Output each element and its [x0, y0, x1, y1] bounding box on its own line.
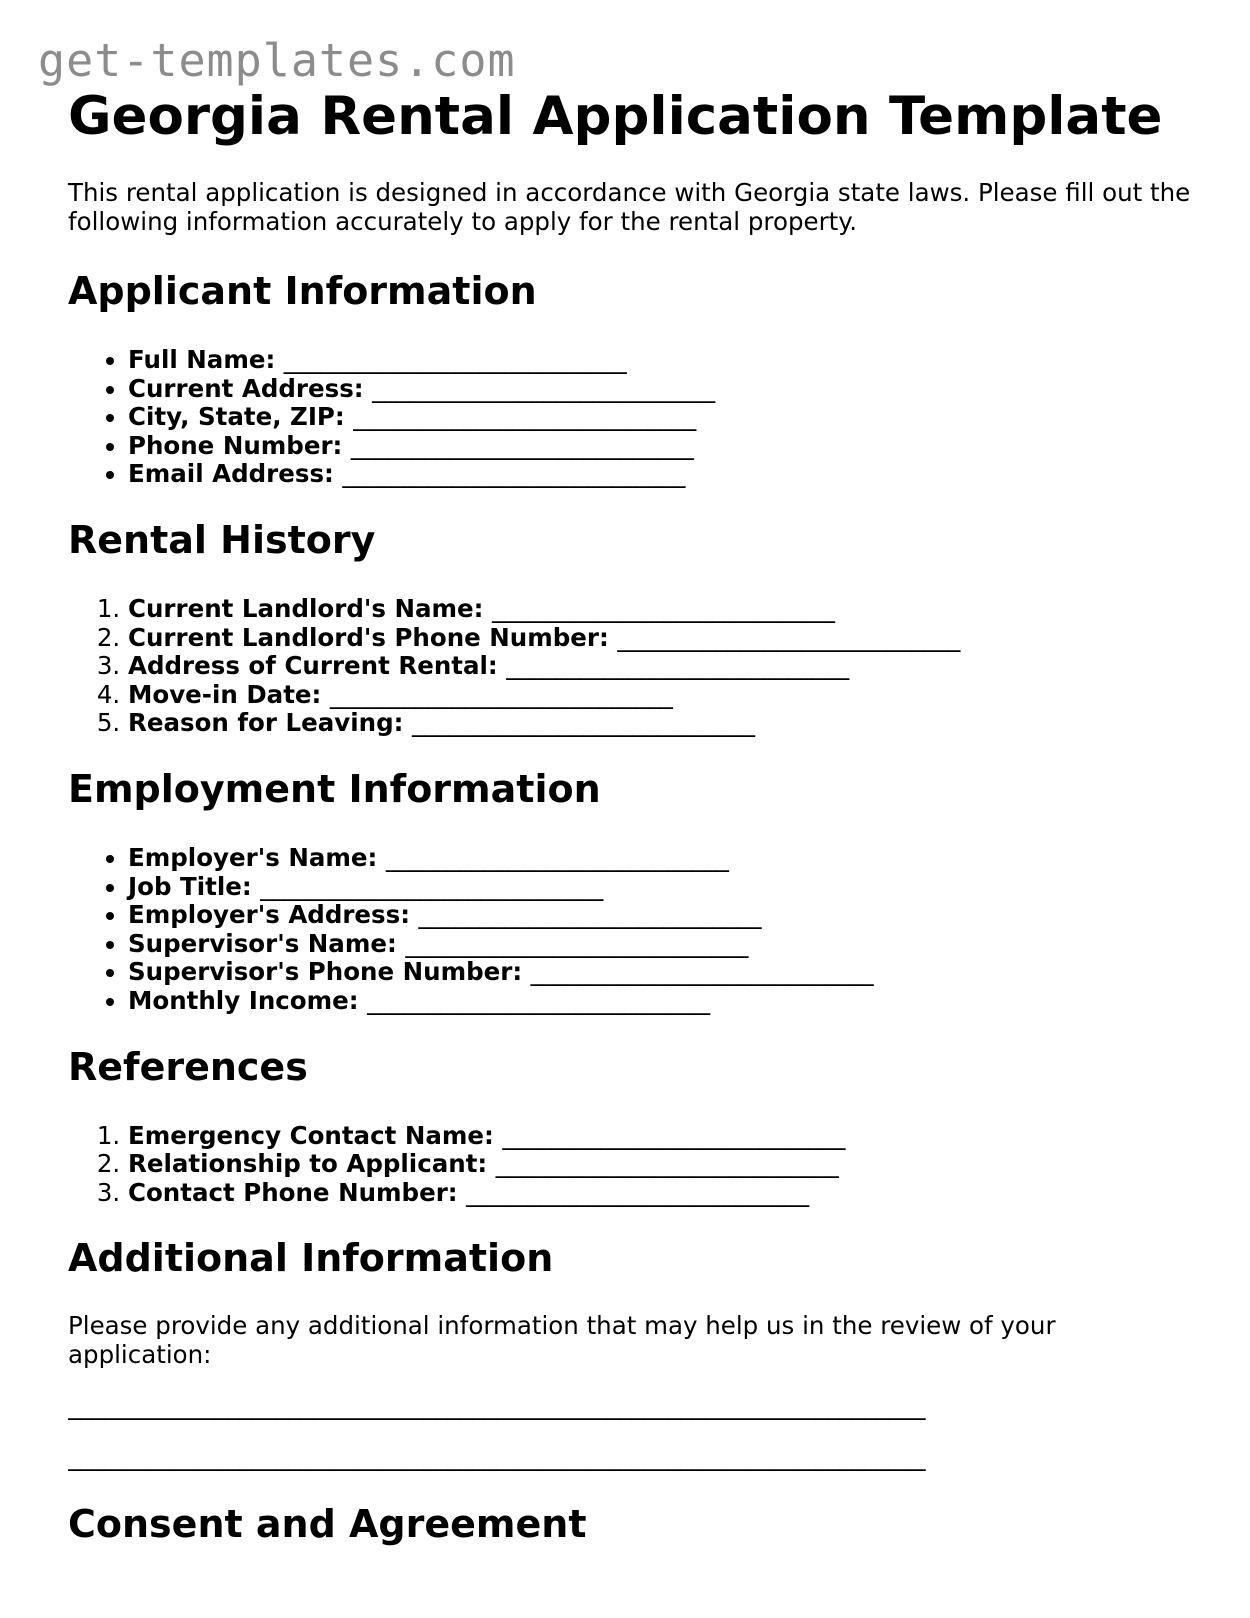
field-blank[interactable]: ____________________________ — [372, 373, 716, 403]
field-label: Employer's Name: — [128, 842, 378, 872]
field-label: Emergency Contact Name: — [128, 1120, 494, 1150]
section-heading-employment: Employment Information — [68, 766, 601, 811]
references-list — [68, 1122, 1198, 1208]
field-monthly-income — [128, 987, 1198, 1016]
field-contact-phone — [128, 1179, 1198, 1208]
additional-info-paragraph: Please provide any additional information that may help us in the review of your application: — [68, 1311, 1056, 1370]
section-heading-applicant: Applicant Information — [68, 269, 537, 313]
field-label: City, State, ZIP: — [128, 402, 345, 432]
field-blank[interactable]: ____________________________ — [492, 593, 835, 623]
applicant-list — [68, 346, 1198, 489]
watermark: get-templates.com — [38, 34, 516, 87]
field-relationship — [128, 1150, 1198, 1179]
additional-info-line-2[interactable]: ______________________________________________________________________ — [68, 1442, 926, 1472]
field-city-state-zip — [128, 403, 1198, 432]
additional-info-line-1[interactable]: ______________________________________________________________________ — [68, 1391, 926, 1421]
field-landlord-phone — [128, 624, 1198, 653]
field-blank[interactable]: ____________________________ — [367, 985, 711, 1015]
field-blank[interactable]: ____________________________ — [495, 1149, 839, 1179]
field-blank[interactable]: ____________________________ — [342, 459, 686, 489]
intro-paragraph: This rental application is designed in accordance with Georgia state laws. Please fill out the following information accurately to apply for the rental property. — [68, 178, 1191, 236]
section-heading-additional: Additional Information — [68, 1236, 554, 1281]
field-current-address — [128, 375, 1198, 404]
field-label: Current Address: — [128, 373, 364, 403]
field-full-name — [128, 346, 1198, 375]
field-label: Address of Current Rental: — [128, 651, 498, 681]
field-employer-address — [128, 901, 1198, 930]
field-employer-name — [128, 844, 1198, 873]
field-label: Current Landlord's Phone Number: — [128, 622, 609, 652]
document-body — [68, 86, 1198, 1547]
field-blank[interactable]: ____________________________ — [418, 900, 762, 930]
field-label: Full Name: — [128, 345, 276, 374]
field-email-address — [128, 460, 1198, 489]
field-blank[interactable]: ____________________________ — [530, 957, 874, 987]
field-label: Email Address: — [128, 459, 334, 489]
field-label: Reason for Leaving: — [128, 708, 404, 738]
field-blank[interactable]: ____________________________ — [506, 651, 850, 681]
field-blank[interactable]: ____________________________ — [260, 871, 604, 901]
field-label: Current Landlord's Name: — [128, 593, 484, 623]
section-heading-references: References — [68, 1044, 308, 1089]
field-reason-for-leaving — [128, 709, 1198, 738]
field-blank[interactable]: ____________________________ — [405, 928, 749, 958]
field-emergency-contact-name — [128, 1122, 1198, 1151]
field-label: Move-in Date: — [128, 679, 322, 709]
field-supervisor-phone — [128, 958, 1198, 987]
field-landlord-name — [128, 595, 1198, 624]
field-supervisor-name — [128, 930, 1198, 959]
field-blank[interactable]: ____________________________ — [617, 622, 961, 652]
field-label: Relationship to Applicant: — [128, 1149, 488, 1179]
field-label: Supervisor's Name: — [128, 928, 397, 958]
rental-history-list — [68, 595, 1198, 738]
field-phone-number — [128, 432, 1198, 461]
field-blank[interactable]: ____________________________ — [283, 345, 627, 374]
field-blank[interactable]: ____________________________ — [411, 708, 755, 738]
field-label: Phone Number: — [128, 430, 343, 460]
field-blank[interactable]: ____________________________ — [385, 842, 729, 872]
field-blank[interactable]: ____________________________ — [353, 402, 697, 432]
field-blank[interactable]: ____________________________ — [466, 1177, 810, 1207]
field-blank[interactable]: ____________________________ — [350, 430, 694, 460]
field-blank[interactable]: ____________________________ — [502, 1120, 846, 1150]
employment-list — [68, 844, 1198, 1016]
field-label: Supervisor's Phone Number: — [128, 957, 523, 987]
document-title: Georgia Rental Application Template — [68, 86, 1163, 147]
field-label: Contact Phone Number: — [128, 1177, 458, 1207]
field-job-title — [128, 873, 1198, 902]
section-heading-rental-history: Rental History — [68, 517, 376, 562]
field-rental-address — [128, 652, 1198, 681]
section-heading-consent: Consent and Agreement — [68, 1502, 587, 1547]
field-label: Employer's Address: — [128, 900, 411, 930]
field-move-in-date — [128, 681, 1198, 710]
field-blank[interactable]: ____________________________ — [329, 679, 673, 709]
field-label: Job Title: — [128, 871, 252, 901]
field-label: Monthly Income: — [128, 985, 359, 1015]
